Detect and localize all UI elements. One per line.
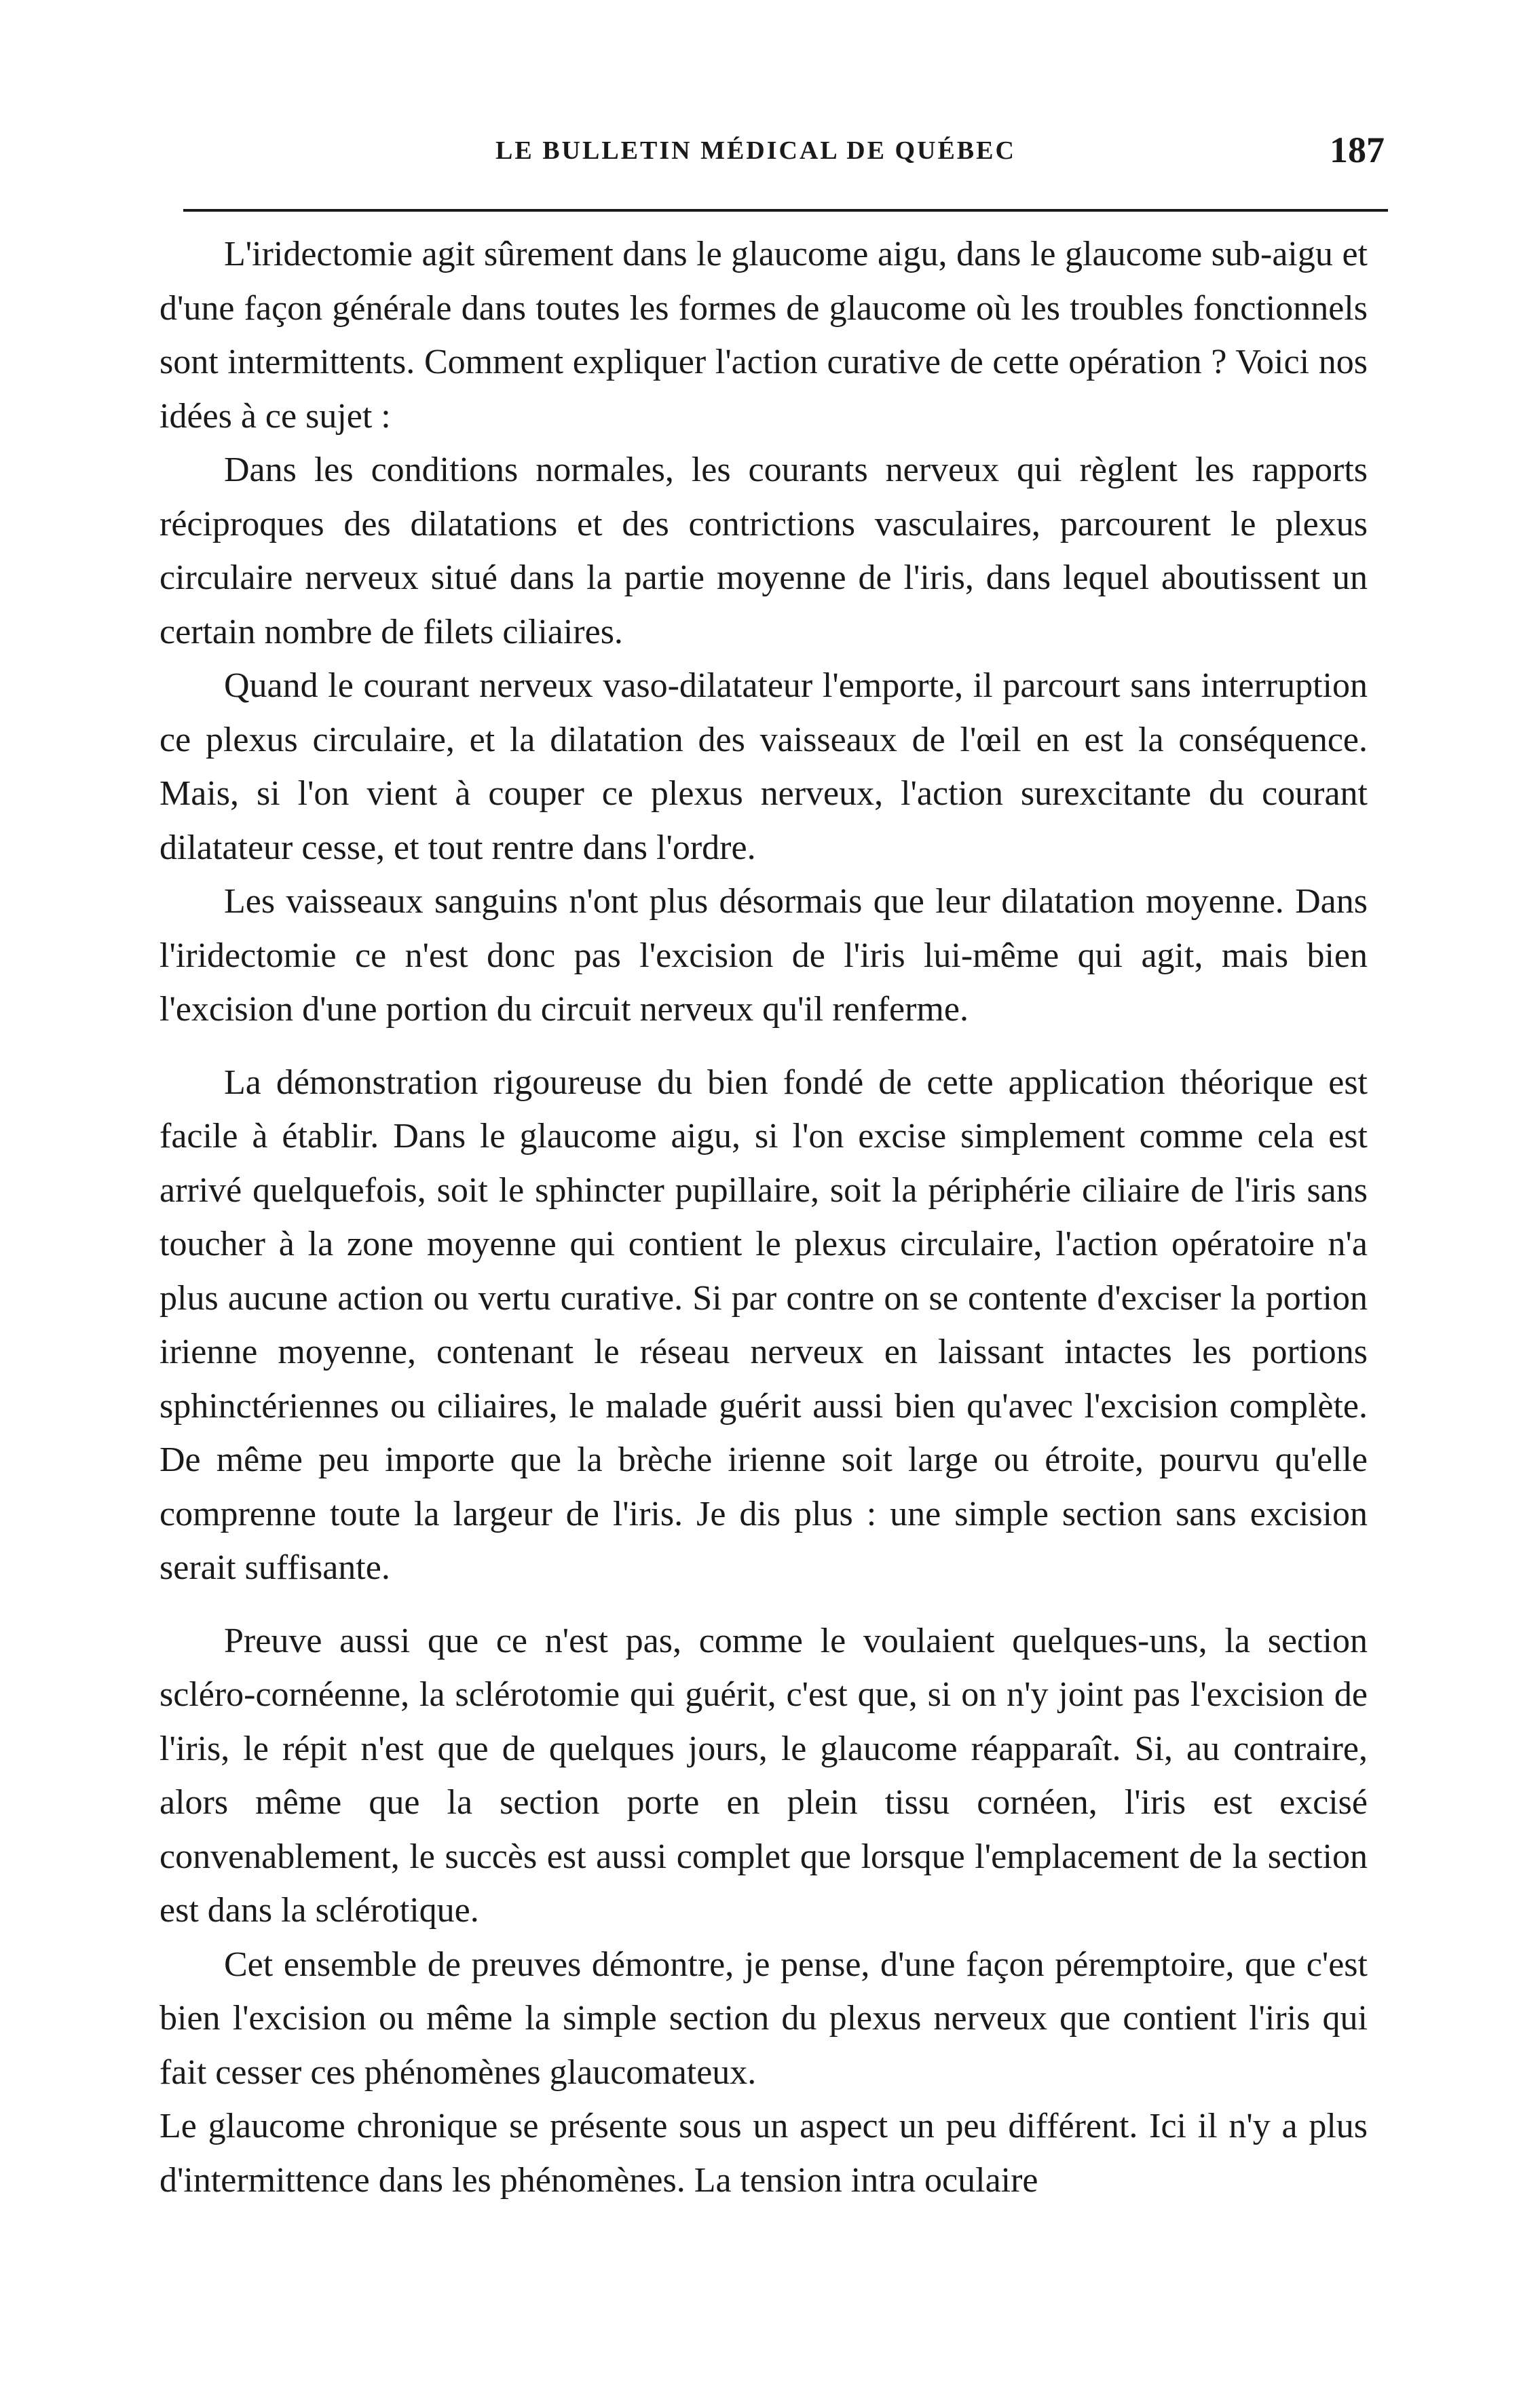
paragraph: Quand le courant nerveux vaso-dilatateur l'emporte, il parcourt sans interruption ce plexus circulaire, et la dilatation des vaisseaux de l'œil en est la conséquence. Mais, si l'on vient à couper ce plexus nerveux, l'action surexcitante du courant dilatateur cesse, et tout rentre dans l'ordre. [159,666,1368,867]
page-number: 187 [1330,130,1385,170]
paragraph: Cet ensemble de preuves démontre, je pense, d'une façon péremptoire, que c'est bien l'excision ou même la simple section du plexus nerveux que contient l'iris qui fait cesser ces phénomènes glaucomateux. [159,1945,1368,2092]
body-text [159,227,1368,2207]
paragraph: Dans les conditions normales, les courants nerveux qui règlent les rapports réciproques des dilatations et des contrictions vasculaires, parcourent le plexus circulaire nerveux situé dans la partie moyenne de l'iris, dans lequel aboutissent un certain nombre de filets ciliaires. [159,451,1368,651]
paragraph: La démonstration rigoureuse du bien fondé de cette application théorique est facile à établir. Dans le glaucome aigu, si l'on excise simplement comme cela est arrivé quelquefois, soit le sphincter pupillaire, soit la périphérie ciliaire de l'iris sans toucher à la zone moyenne qui contient le plexus circulaire, l'action opératoire n'a plus aucune action ou vertu curative. Si par contre on se contente d'exciser la portion irienne moyenne, contenant le réseau nerveux en laissant intactes les portions sphinctériennes ou ciliaires, le malade guérit aussi bien qu'avec l'excision complète. De même peu importe que la brèche irienne soit large ou étroite, pourvu qu'elle comprenne toute la largeur de l'iris. Je dis plus : une simple section sans excision serait suffisante. [159,1063,1368,1587]
running-head [183,129,1385,183]
paragraph: Preuve aussi que ce n'est pas, comme le voulaient quelques-uns, la section scléro-cornéenne, la sclérotomie qui guérit, c'est que, si on n'y joint pas l'excision de l'iris, le répit n'est que de quelques jours, le glaucome réapparaît. Si, au contraire, alors même que la section porte en plein tissu cornéen, l'iris est excisé convenablement, le succès est aussi complet que lorsque l'emplacement de la section est dans la sclérotique. [159,1621,1368,1930]
journal-title: LE BULLETIN MÉDICAL DE QUÉBEC [495,136,1016,165]
paragraph: Les vaisseaux sanguins n'ont plus désormais que leur dilatation moyenne. Dans l'iridectomie ce n'est donc pas l'excision de l'iris lui-même qui agit, mais bien l'excision d'une portion du circuit nerveux qu'il renferme. [159,882,1368,1029]
paragraph: L'iridectomie agit sûrement dans le glaucome aigu, dans le glaucome sub-aigu et d'une façon générale dans toutes les formes de glaucome où les troubles fonctionnels sont intermittents. Comment expliquer l'action curative de cette opération ? Voici nos idées à ce sujet : [159,235,1368,436]
paragraph: Le glaucome chronique se présente sous un aspect un peu différent. Ici il n'y a plus d'intermittence dans les phénomènes. La tension intra oculaire [159,2107,1368,2200]
header-rule [183,209,1388,212]
